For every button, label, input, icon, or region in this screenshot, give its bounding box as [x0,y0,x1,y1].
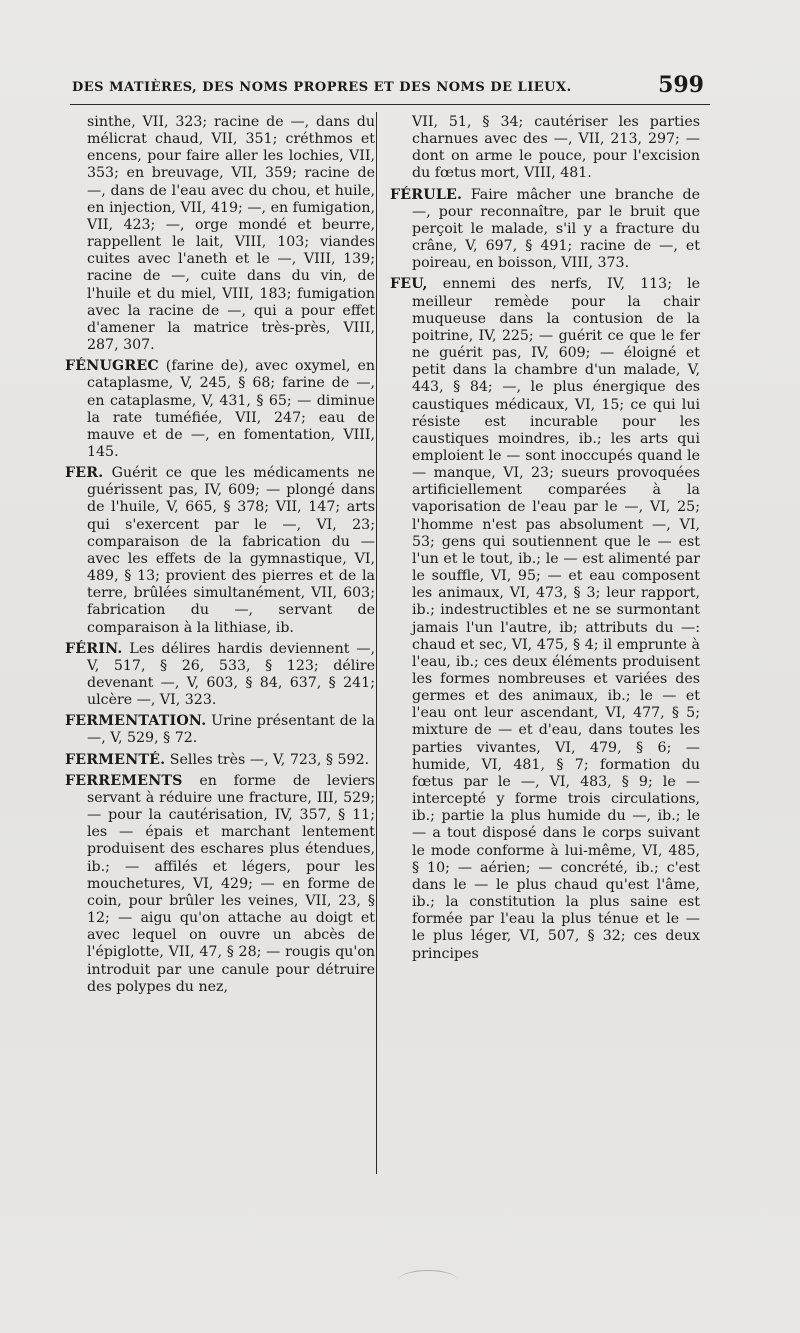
entry-headword: FERMENTÉ. [65,751,166,768]
left-column [65,114,375,1000]
paper-blemish [398,1270,458,1291]
header-title: DES MATIÈRES, DES NOMS PROPRES ET DES NOMS DE LIEUX. [72,80,572,95]
index-entry [390,276,700,962]
index-entry [65,713,375,747]
entry-text: Selles très —, V, 723, § 592. [165,751,370,768]
entry-text: Les délires hardis deviennent —, V, 517, § 26, 533, § 123; délire devenant —, V, 603, § 84, 637, § 241; ulcère —, VI, 323. [87,640,375,709]
entry-headword: FÉNUGREC [65,358,159,375]
page-number: 599 [658,72,704,98]
column-divider [376,112,377,1174]
index-entry: sinthe, VII, 323; racine de —, dans du mélicrat chaud, VII, 351; créthmos et encens, pour faire aller les lochies, VII, 353; en breuvage, VII, 359; racine de —, dans de l'eau avec du chou, et huile, en injection, VII, 419; —, en fumigation, VII, 423; —, orge mondé et beurre, rappellent le lait, VIII, 103; viandes cuites avec l'aneth et le —, VIII, 139; racine de —, cuite dans du vin, de l'huile et du miel, VIII, 183; fumigation avec la racine de —, qui a pour effet d'amener la matrice très-près, VIII, 287, 307. [87,114,375,354]
entry-text: Urine présentant de la —, V, 529, § 72. [87,713,375,747]
entry-headword: FÉRIN. [65,640,123,657]
entry-text: ennemi des nerfs, IV, 113; le meilleur remède pour la chair muqueuse dans la contusion de la poitrine, IV, 225; — guérit ce que le fer ne guérit pas, IV, 609; — éloigné et petit dans la chambre d'un malade, V, 443, § 84; —, le plus énergique des caustiques médicaux, VI, 15; ce qui lui résiste est incurable pour les caustiques moindres, ib.; les arts qui emploient le — sont inoccupés quand le — manque, VI, 23; sueurs provoquées artificiellement comparées à la vaporisation de l'eau par le —, VI, 25; l'homme n'est pas absolument —, VI, 53; gens qui soutiennent que le — est l'un et le tout, ib.; le — est alimenté par le souffle, VI, 95; — et eau composent les animaux, VI, 473, § 3; leur rapport, ib.; indestructibles et ne se surmontant jamais l'un l'autre, ib; attributs du —: chaud et sec, VI, 475, § 4; il emprunte à l'eau, ib.; ces deux éléments produisent les formes nombreuses et variées des germes et des animaux, ib.; le — et l'eau ont leur ascendant, VI, 477, § 5; mixture de — et d'eau, dans toutes les parties vivantes, VI, 479, § 6; — humide, VI, 481, § 7; formation du fœtus par le —, VI, 483, § 9; le — intercepté y forme trois circulations, ib.; partie la plus humide du —, ib.; le — a tout disposé dans le corps suivant le mode conforme à lui-même, VI, 485, § 10; — aérien; — concrété, ib.; c'est dans le — le plus chaud qu'est l'âme, ib.; la constitution la plus saine est formée par l'eau la plus ténue et le — le plus léger, VI, 507, § 32; ces deux principes [412,276,700,962]
entry-text: en forme de leviers servant à réduire une fracture, III, 529; — pour la cautérisation, IV, 357, § 11; les — épais et marchant lentement produisent des eschares plus étendues, ib.; — affilés et légers, pour les mouchetures, VI, 429; — en forme de coin, pour brûler les veines, VII, 23, § 12; — aigu qu'on attache au doigt et avec lequel on ouvre un abcès de l'épiglotte, VII, 47, § 28; — rougis qu'on introduit par une canule pour détruire des polypes du nez, [87,772,375,995]
entry-headword: FÉRULE. [390,186,463,203]
entry-headword: FERREMENTS [65,772,183,789]
index-entry [65,465,375,637]
index-entry [65,358,375,461]
entry-text: (farine de), avec oxymel, en cataplasme, V, 245, § 68; farine de —, en cataplasme, V, 431, § 65; — diminue la rate tuméfiée, VII, 247; eau de mauve et de —, en fomentation, VIII, 145. [87,358,375,460]
right-column [390,114,700,967]
index-entry: VII, 51, § 34; cautériser les parties charnues avec des —, VII, 213, 297; — dont on arme le pouce, pour l'excision du fœtus mort, VIII, 481. [412,114,700,182]
index-entry [390,187,700,273]
entry-text: Guérit ce que les médicaments ne guérissent pas, IV, 609; — plongé dans de l'huile, V, 665, § 378; VII, 147; arts qui s'exercent par le —, VI, 23; comparaison de la fabrication du — avec les effets de la gymnastique, VI, 489, § 13; provient des pierres et de la terre, brûlées simultanément, VII, 603; fabrication du —, servant de comparaison à la lithiase, ib. [87,465,375,636]
index-entry [65,641,375,710]
entry-text: Faire mâcher une branche de —, pour reconnaître, par le bruit que perçoit le malade, s'il y a fracture du crâne, V, 697, § 491; racine de —, et poireau, en boisson, VIII, 373. [412,186,700,272]
index-entry [65,752,375,769]
entry-headword: FER. [65,465,104,482]
entry-headword: FERMENTATION. [65,713,207,730]
running-header [70,74,710,105]
index-entry [65,773,375,996]
entry-headword: FEU, [390,276,428,293]
